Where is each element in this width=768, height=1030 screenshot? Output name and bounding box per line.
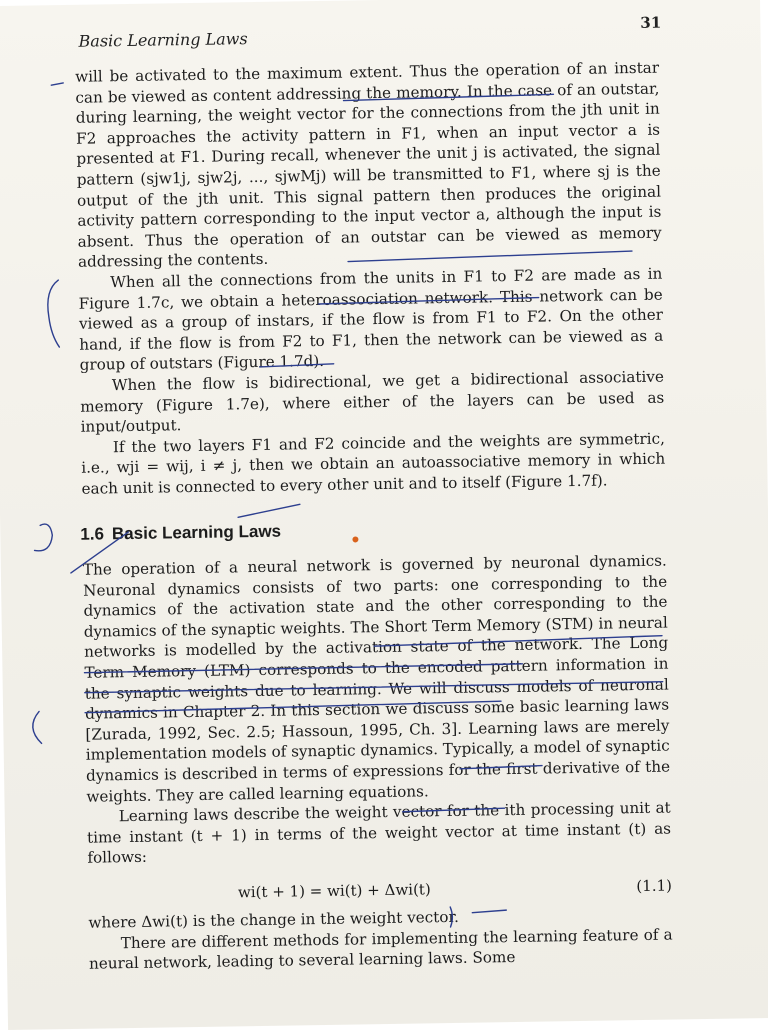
section-circle-mark [34,524,52,551]
body-text [75,58,673,975]
section-number: 1.6 [80,524,105,545]
paragraph-methods: There are different methods for implementing the learning feature of a neural network, leading to several learning laws. Some [88,925,673,973]
paragraph-learning-laws: Learning laws describe the weight vector for the ith processing unit at time instant (t + 1) in terms of the weight vector at time instant (t) as follows: [86,798,672,868]
equation-body: wi(t + 1) = wi(t) + Δwi(t) [237,879,431,902]
page-number: 31 [640,13,662,32]
paragraph-heteroassociation: When all the connections from the units in F1 to F2 are made as in Figure 1.7c, we obtain a heteroassociation network. This network can be viewed as a group of instars, if the flow is from F1 to F2. On the other hand, if the flow is from F2 to F1, then the network can be viewed as a group of outstars (Figure 1.7d). [78,264,664,375]
paragraph-autoassociative: If the two layers F1 and F2 coincide and the weights are symmetric, i.e., wji = wij, i ≠ j, then we obtain an autoassociative memory in which each unit is connected to every other unit and to itself (Figure 1.7f). [81,429,666,498]
paragraph-bidirectional: When the flow is bidirectional, we get a bidirectional associative memory (Figure 1.7e), where either of the layers can be used as input/output. [80,367,665,436]
running-head: Basic Learning Laws [78,29,248,51]
paragraph-where: where Δwi(t) is the change in the weight vector. [88,907,459,932]
margin-tick [51,83,63,85]
margin-bracket-upper [47,280,59,347]
paragraph-instar-outstar: will be activated to the maximum extent. Thus the operation of an instar can be viewed as content addressing the memory. In the case of an outstar, during learning, the weight vector for the connections from the jth unit in F2 approaches the activity pattern in F1, when an input vector a is presented at F1. During recall, whenever the unit j is activated, the signal pattern (sjw1j, sjw2j, ..., sjwMj) will be transmitted to F1, where sj is the output of the jth unit. This signal pattern then produces the original activity pattern corresponding to the input vector a, although the input is absent. Thus the operation of an outstar can be viewed as memory addressing the contents. [74,58,662,272]
equation-label: (1.1) [636,876,673,895]
section-heading [80,516,666,546]
paragraph-neuronal-dynamics: The operation of a neural network is governed by neuronal dynamics. Neuronal dynamics consists of two parts: one corresponding to the dynamics of the activation state and the other corresponding to the dynamics of the synaptic weights. The Short Term Memory (STM) in neural networks is modelled by the activation state of the network. The Long Term Memory (LTM) corresponds to the encoded pattern information in the synaptic weights due to learning. We will discuss models of neuronal dynamics in Chapter 2. In this section we discuss some basic learning laws [Zurada, 1992, Sec. 2.5; Hassoun, 1995, Ch. 3]. Learning laws are merely implementation models of synaptic dynamics. Typically, a model of synaptic dynamics is described in terms of expressions for the first derivative of the weights. They are called learning equations. [82,551,671,806]
equation-1-1 [88,873,672,906]
section-title: Basic Learning Laws [111,522,282,544]
margin-bracket-lower [33,711,42,743]
